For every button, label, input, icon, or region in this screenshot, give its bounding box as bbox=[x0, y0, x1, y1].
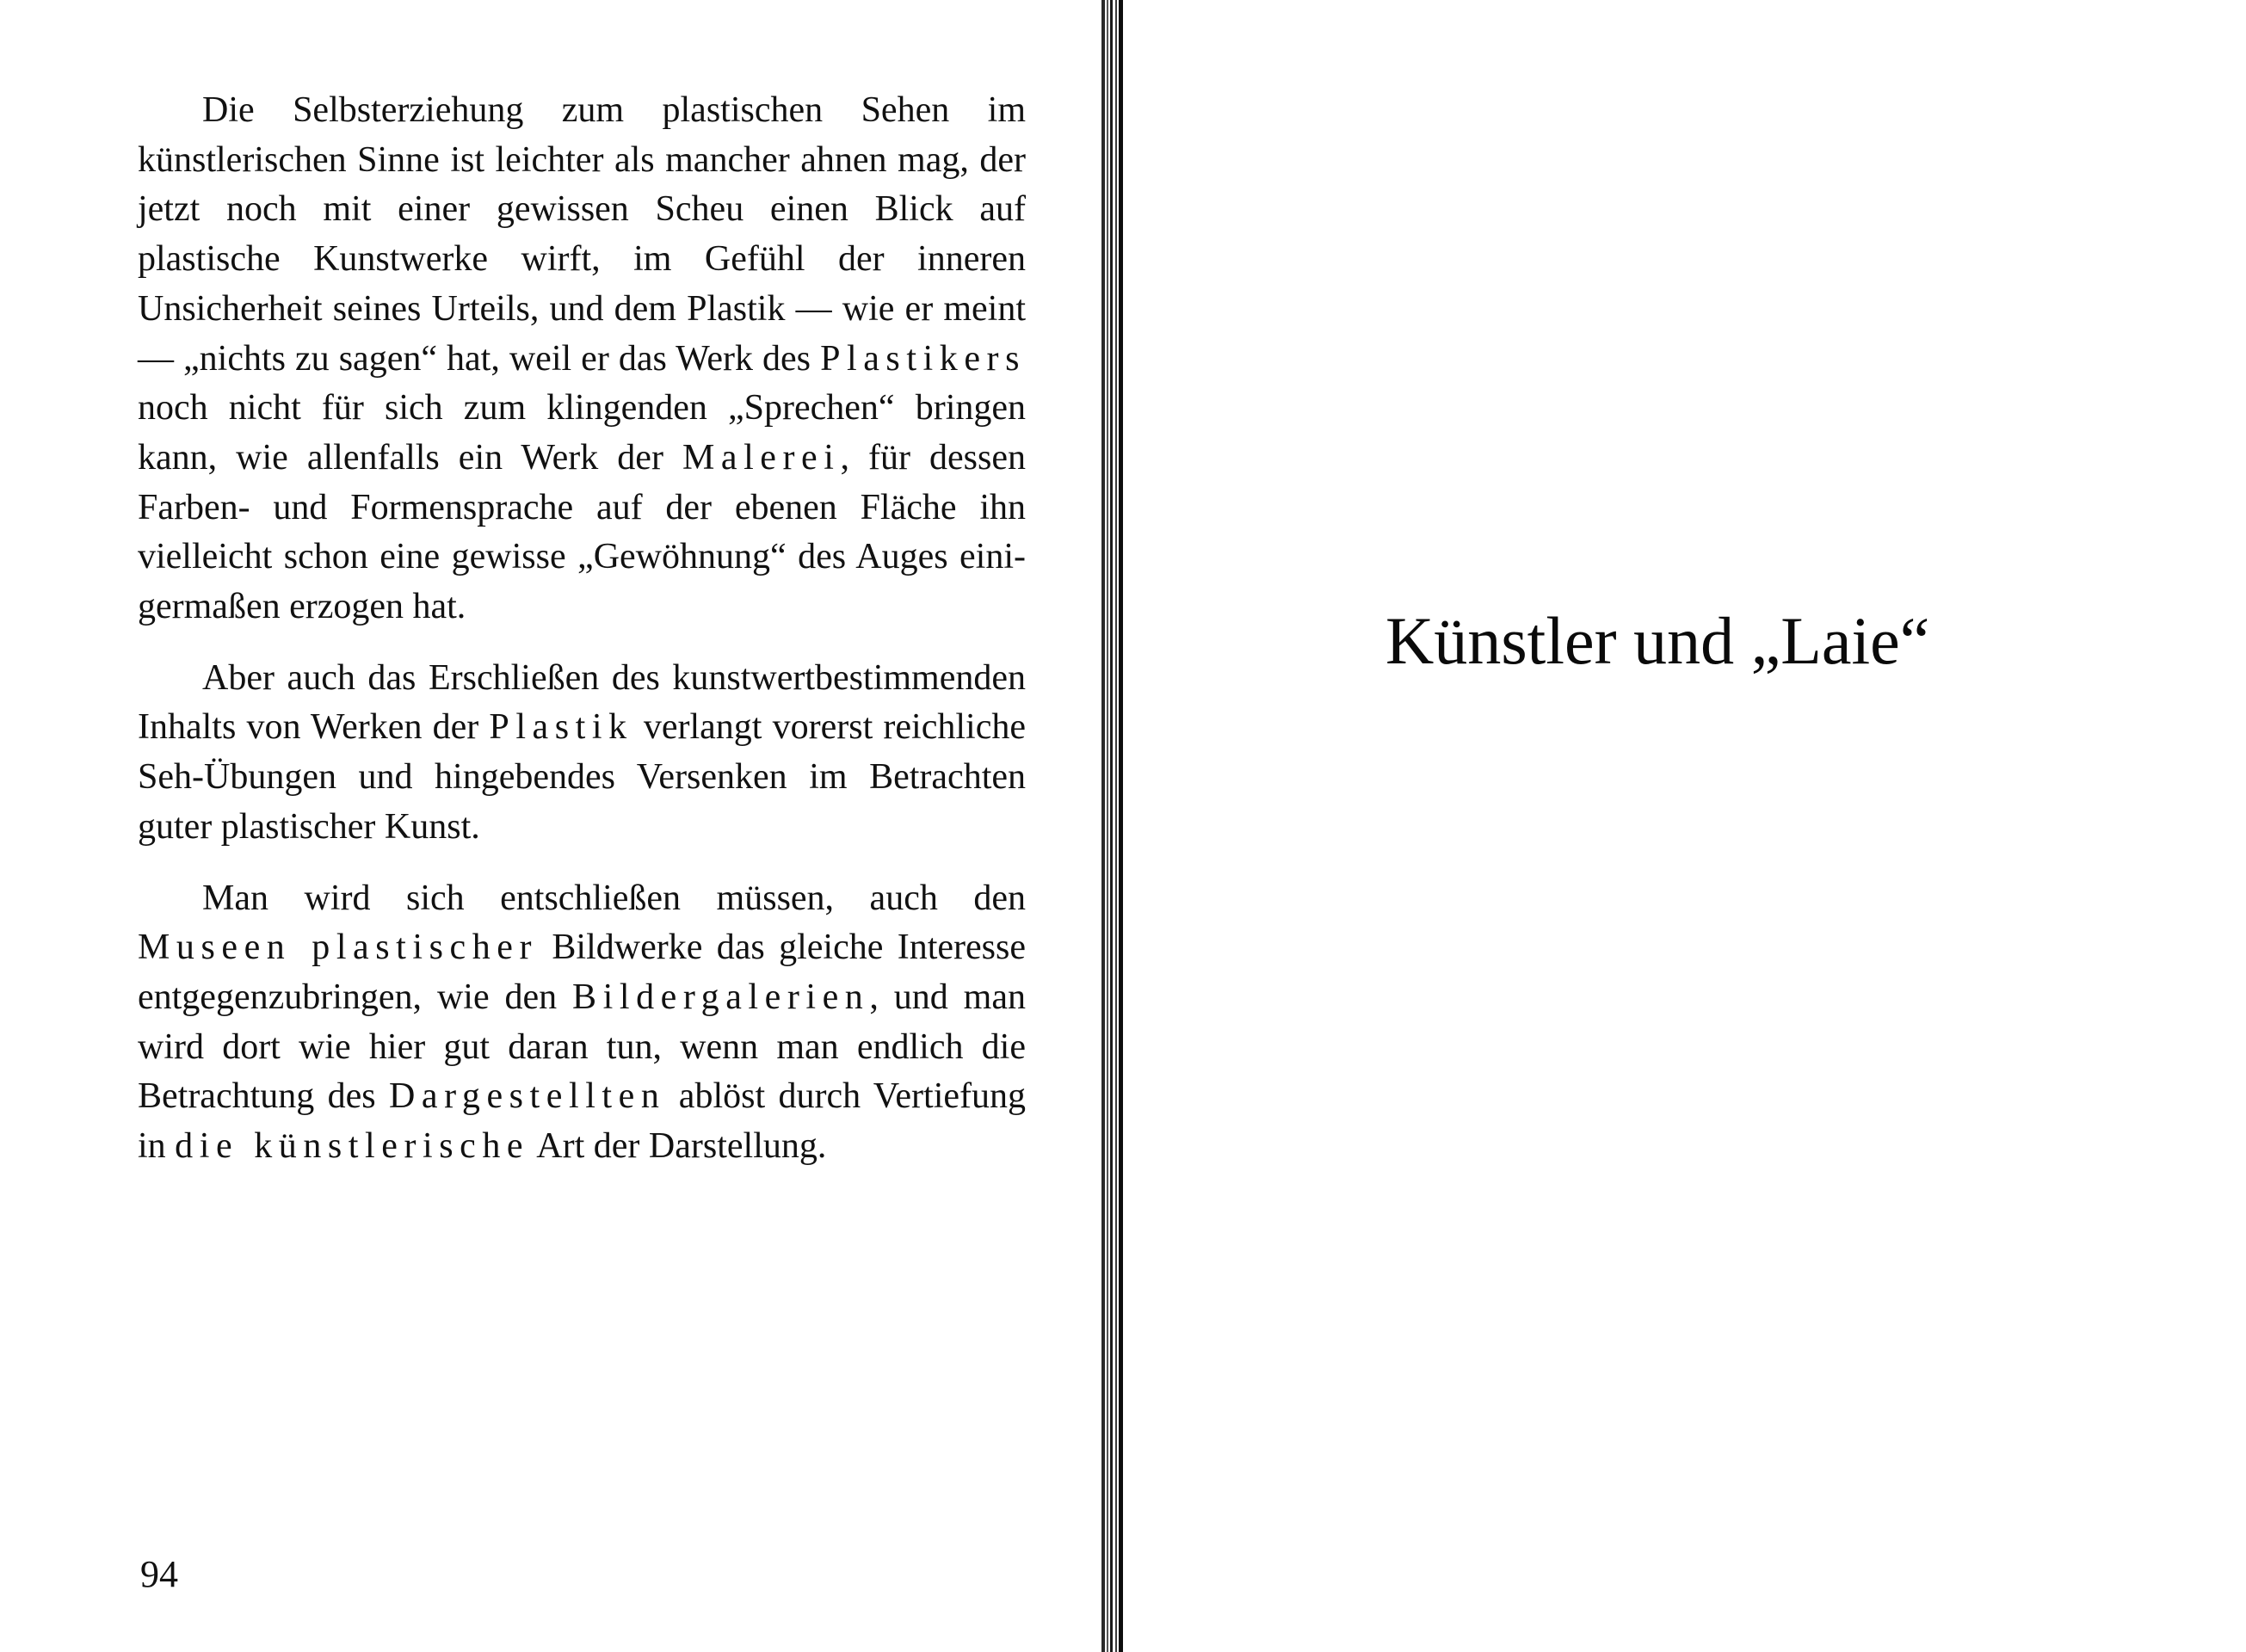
text-run: , und man wird dort wie hier gut daran tun, wenn man endlich die Betrachtung des bbox=[138, 977, 1026, 1117]
emphasized-text: Plastikers bbox=[820, 338, 1026, 379]
emphasized-text: Bildergalerien bbox=[572, 977, 870, 1017]
text-run: Man wird sich entschließen müssen, auch den bbox=[202, 878, 1026, 918]
emphasized-text: die künstlerische bbox=[175, 1126, 530, 1167]
paragraph bbox=[138, 874, 1026, 1172]
text-run: Die Selbsterziehung zum plastischen Sehen im künstlerischen Sinne ist leichter als mancher ahnen mag, der jetzt noch mit einer gewissen Scheu einen Blick auf plastische Kunstwerke wirft, im Gefühl der inneren Unsicherheit seines Urteils, und dem Plastik — wie er meint — „nichts zu sagen“ hat, weil er das Werk des bbox=[138, 90, 1026, 379]
chapter-title: Künstler und „Laie“ bbox=[1385, 603, 1930, 678]
right-page bbox=[1127, 0, 2246, 1652]
book-spine-gutter bbox=[1093, 0, 1131, 1652]
emphasized-text: Dargestellten bbox=[389, 1076, 666, 1117]
body-text bbox=[138, 86, 1026, 1193]
text-run: , für dessen Farben- und Formensprache auf der ebenen Fläche ihn vielleicht schon eine gewisse „Gewöhnung“ des Auges einigermaßen erzogen hat. bbox=[138, 437, 1026, 627]
emphasized-text: Plastik bbox=[489, 707, 633, 748]
emphasized-text: Malerei bbox=[682, 437, 841, 478]
text-run: Art der Darstellung. bbox=[529, 1126, 827, 1167]
text-run: Aber auch das Erschließen des kunstwertbestimmenden Inhalts von Werken der bbox=[138, 657, 1026, 748]
text-run: noch nicht für sich zum klingenden „Sprechen“ bringen kann, wie allenfalls ein Werk der bbox=[138, 388, 1026, 478]
emphasized-text: Museen plastischer bbox=[138, 928, 539, 968]
text-run: Bildwerke das gleiche Interesse entgegenzubringen, wie den bbox=[138, 928, 1026, 1017]
left-page bbox=[0, 0, 1101, 1652]
paragraph bbox=[138, 86, 1026, 632]
paragraph bbox=[138, 654, 1026, 853]
text-run: ablöst durch Vertiefung in bbox=[138, 1076, 1027, 1167]
text-run: verlangt vorerst reichliche Seh-Übungen und hingebendes Versenken im Betrachten guter plastischer Kunst. bbox=[138, 707, 1026, 847]
page-number: 94 bbox=[140, 1553, 178, 1595]
